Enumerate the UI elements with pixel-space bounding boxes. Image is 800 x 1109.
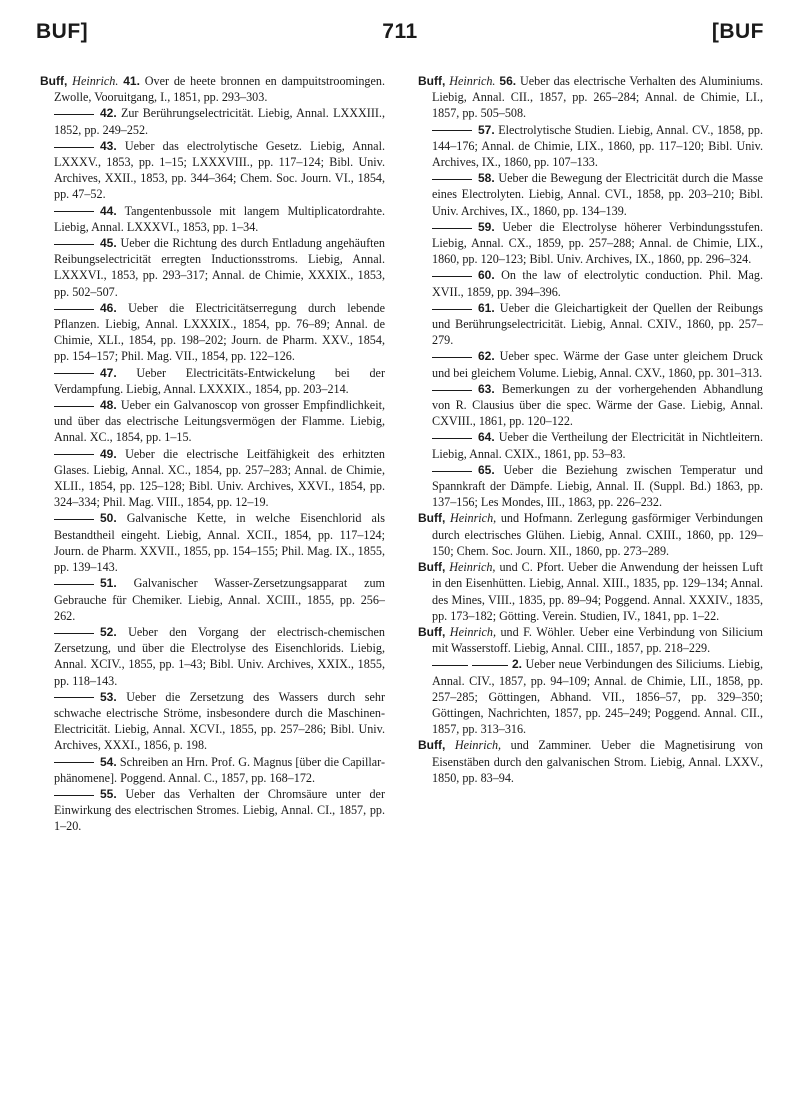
entry-number: 51. — [100, 576, 117, 591]
bibliography-entry — [40, 510, 385, 575]
entry-number: 49. — [100, 446, 117, 461]
entry-number: 46. — [100, 300, 117, 315]
entry-author-surname: Buff, — [418, 74, 446, 88]
bibliography-entry — [418, 267, 763, 299]
entry-author-surname: Buff, — [418, 624, 446, 639]
entry-text: On the law of electrolytic conduction. Phil. Mag. XVII., 1859, pp. 394–396. — [432, 268, 763, 299]
entry-number: 59. — [478, 219, 495, 234]
bibliography-entry — [418, 624, 763, 656]
entry-number: 41. — [123, 74, 140, 88]
bibliography-entry — [418, 170, 763, 219]
ditto-rule — [432, 228, 472, 229]
entry-text: Over de heete bronnen en dampuitstroomingen. Zwolle, Vooruitgang, I., 1851, pp. 293–303. — [54, 74, 386, 105]
entry-text: Schreiben an Hrn. Prof. G. Magnus [über die Capillar-phänomene]. Poggend. Annal. C., 1857, pp. 168–172. — [54, 754, 385, 785]
ditto-rule — [432, 357, 472, 358]
entry-text: Galvanischer Wasser-Zersetzungsapparat zum Gebrauche für Chemiker. Liebig, Annal. XCIII., 1855, pp. 256–262. — [54, 576, 385, 623]
entry-text: Ueber das electrische Verhalten des Aluminiums. Liebig, Annal. CII., 1857, pp. 265–284; Annal. de Chimie, LI., 1857, pp. 505–508. — [432, 74, 763, 121]
entry-number: 57. — [478, 122, 495, 137]
entry-text: und Hofmann. Zerlegung gasförmiger Verbindungen durch electrisches Glühen. Liebig, Annal. CXIII., 1860, pp. 129–150; Chem. Soc. Journ. XII., 1860, pp. 273–289. — [432, 511, 763, 558]
bibliography-entry — [40, 365, 385, 397]
bibliography-entry — [40, 300, 385, 365]
entry-text: Ueber den Vorgang der electrisch-chemischen Zersetzung, und über die Electrolyse des Eisenchlorids. Liebig, Annal. XCIV., 1855, pp. 1–43; Bibl. Univ. Archives, XXIX., 1855, pp. 118–143. — [54, 624, 385, 688]
bibliography-entry — [418, 219, 763, 268]
header-left: BUF] — [36, 20, 89, 43]
entry-author-surname: Buff, — [418, 560, 446, 575]
bibliography-entry — [418, 300, 763, 349]
ditto-rule — [54, 519, 94, 520]
ditto-rule — [432, 471, 472, 472]
entry-text: und F. Wöhler. Ueber eine Verbindung von Silicium mit Wasserstoff. Liebig, Annal. CIII., 1857, pp. 218–229. — [432, 624, 763, 656]
entry-number: 48. — [100, 398, 117, 413]
bibliography-entry — [418, 429, 763, 461]
bibliography-entry — [418, 122, 763, 171]
bibliography-entry — [40, 754, 385, 786]
bibliography-entry — [40, 73, 385, 105]
ditto-rule — [54, 762, 94, 763]
right-column — [418, 73, 763, 786]
entry-text: und Zamminer. Ueber die Magnetisirung von Eisenstäben durch den galvanischen Strom. Liebig, Annal. LXXV., 1850, pp. 83–94. — [432, 738, 763, 785]
entry-text: Galvanische Kette, in welche Eisenchlorid als Bestandtheil eingeht. Liebig, Annal. XCII., 1854, pp. 117–124; Journ. de Pharm. XXVII., 1855, pp. 154–155; Phil. Mag. IX., 1855, pp. 139–143. — [54, 511, 385, 575]
entry-text: Bemerkungen zu der vorhergehenden Abhandlung von R. Clausius über die spec. Wärme der Gase. Liebig, Annal. CXVIII., 1861, pp. 120–122. — [432, 381, 763, 429]
entry-number: 58. — [478, 171, 495, 186]
entry-number: 45. — [100, 236, 117, 251]
ditto-rule — [54, 373, 94, 374]
entry-number: 47. — [100, 365, 117, 380]
ditto-rule — [54, 454, 94, 455]
ditto-rule — [432, 438, 472, 439]
entry-number: 63. — [478, 381, 495, 396]
bibliography-entry — [40, 397, 385, 446]
entry-number: 61. — [478, 300, 495, 315]
entry-text: Tangentenbussole mit langem Multiplicatordrahte. Liebig, Annal. LXXXVI., 1853, pp. 1–34. — [54, 203, 385, 234]
entry-author-forename: Heinrich, — [449, 560, 496, 575]
bibliography-entry — [418, 462, 763, 511]
entry-author-forename: Heinrich, — [449, 624, 496, 639]
running-header — [36, 20, 764, 60]
entry-number: 56. — [499, 74, 517, 88]
entry-text: Ueber neue Verbindungen des Siliciums. Liebig, Annal. CIV., 1857, pp. 94–109; Annal. de Chimie, LII., 1858, pp. 257–285; Göttingen, Abhand. VII., 1856–57, pp. 329–350; Göttingen, Nachrichten, 1857, pp. 245–249; Poggend. Annal. CII., 1857, pp. 313–316. — [432, 657, 763, 737]
entry-text: Ueber die Beziehung zwischen Temperatur und Spannkraft der Dämpfe. Liebig, Annal. II. (Suppl. Bd.) 1863, pp. 137–156; Les Mondes, III., 1863, pp. 226–232. — [432, 462, 763, 510]
ditto-rule — [54, 147, 94, 148]
entry-text: und C. Pfort. Ueber die Anwendung der heissen Luft in den Eisenhütten. Liebig, Annal. XIII., 1835, pp. 129–134; Annal. des Mines, VIII., 1835, pp. 89–94; Poggend. Annal. XXXIV., 1835, pp. 173–182; Götting. Verein. Studien, IV., 1841, pp. 1–22. — [432, 560, 763, 623]
ditto-rule — [432, 665, 468, 666]
entry-number: 50. — [100, 511, 117, 526]
entry-number: 52. — [100, 624, 117, 639]
bibliography-entry — [40, 624, 385, 689]
entry-author-forename: Heinrich, — [454, 738, 502, 753]
bibliography-entry — [40, 235, 385, 300]
entry-author-forename: Heinrich. — [72, 74, 119, 88]
entry-text: Zur Berührungselectricität. Liebig, Annal. LXXXIII., 1852, pp. 249–252. — [54, 106, 385, 137]
entry-text: Ueber das Verhalten der Chromsäure unter der Einwirkung des electrischen Stromes. Liebig, Annal. CI., 1857, pp. 1–20. — [54, 786, 385, 834]
ditto-rule — [54, 406, 94, 407]
bibliography-entry — [418, 381, 763, 430]
entry-text: Ueber die Electricitätserregung durch lebende Pflanzen. Liebig, Annal. LXXXIX., 1854, pp. 76–89; Annal. de Chimie, XLI., 1854, pp. 198–202; Journ. de Pharm. XXV., 1854, pp. 154–157; Phil. Mag. VII., 1854, pp. 122–126. — [54, 300, 385, 364]
entry-author-surname: Buff, — [418, 738, 446, 753]
entry-number: 43. — [100, 138, 117, 153]
entry-author-surname: Buff, — [40, 74, 68, 88]
ditto-rule — [54, 309, 94, 310]
entry-number: 62. — [478, 349, 495, 364]
ditto-rule — [472, 665, 508, 666]
entry-author-forename: Heinrich, — [449, 511, 497, 526]
entry-number: 60. — [478, 268, 495, 283]
bibliography-entry — [418, 737, 763, 786]
entry-number: 65. — [478, 462, 495, 477]
ditto-rule — [54, 211, 94, 212]
bibliography-entry — [418, 656, 763, 737]
entry-author-forename: Heinrich. — [449, 74, 496, 88]
entry-text: Ueber die Vertheilung der Electricität in Nichtleitern. Liebig, Annal. CXIX., 1861, pp. 53–83. — [432, 430, 763, 461]
ditto-rule — [54, 633, 94, 634]
ditto-rule — [54, 244, 94, 245]
entry-text: Ueber die Electrolyse höherer Verbindungsstufen. Liebig, Annal. CX., 1859, pp. 257–288; Annal. de Chimie, LIX., 1860, pp. 120–123; Bibl. Univ. Archives, IX., 1860, pp. 296–324. — [432, 219, 763, 267]
ditto-rule — [54, 697, 94, 698]
ditto-rule — [54, 114, 94, 115]
entry-text: Ueber die Richtung des durch Entladung angehäuften Reibungselectricität erregten Inductionsstroms. Liebig, Annal. LXXXVI., 1853, pp. 293–317; Annal. de Chimie, XXXIX., 1853, pp. 502–507. — [54, 236, 385, 299]
ditto-rule — [432, 390, 472, 391]
entry-text: Ueber die Bewegung der Electricität durch die Masse eines Electrolyten. Liebig, Annal. CVI., 1858, pp. 203–210; Bibl. Univ. Archives, IX., 1860, pp. 134–139. — [432, 171, 763, 218]
bibliography-entry — [418, 73, 763, 122]
entry-number: 54. — [100, 754, 117, 769]
entry-text: Ueber die Zersetzung des Wassers durch sehr schwache electrische Ströme, insbesondere durch die Maschinen-Electricität. Liebig, Annal. XCVI., 1855, pp. 257–286; Bibl. Univ. Archives, XXXI., 1856, p. 198. — [54, 689, 385, 753]
entry-text: Electrolytische Studien. Liebig, Annal. CV., 1858, pp. 144–176; Annal. de Chimie, LIX., 1860, pp. 117–120; Bibl. Univ. Archives, IX., 1860, pp. 107–133. — [432, 122, 764, 170]
ditto-rule — [432, 179, 472, 180]
entry-number: 44. — [100, 203, 117, 218]
entry-number: 2. — [512, 657, 523, 672]
ditto-rule — [54, 584, 94, 585]
bibliography-entry — [418, 348, 763, 380]
bibliography-entry — [40, 138, 385, 203]
ditto-rule — [432, 276, 472, 277]
ditto-rule — [432, 309, 472, 310]
entry-text: Ueber ein Galvanoscop von grosser Empfindlichkeit, und über das electrische Leitungsvermögen der Flamme. Liebig, Annal. XC., 1854, pp. 1–15. — [54, 398, 385, 445]
entry-text: Ueber das electrolytische Gesetz. Liebig, Annal. LXXXV., 1853, pp. 1–15; LXXXVIII., pp. 117–124; Bibl. Univ. Archives, XXII., 1853, pp. 344–364; Chem. Soc. Journ. VI., 1854, pp. 47–52. — [54, 138, 385, 202]
entry-text: Ueber die electrische Leitfähigkeit des erhitzten Glases. Liebig, Annal. XC., 1854, pp. 257–283; Annal. de Chimie, XLII., 1854, pp. 125–128; Bibl. Univ. Archives, XXVI., 1854, pp. 324–334; Phil. Mag. VIII., 1854, pp. 12–19. — [54, 446, 385, 510]
entry-text: Ueber Electricitäts-Entwickelung bei der Verdampfung. Liebig, Annal. LXXXIX., 1854, pp. 203–214. — [54, 365, 385, 396]
left-column — [40, 73, 385, 835]
bibliography-entry — [40, 203, 385, 235]
entry-text: Ueber spec. Wärme der Gase unter gleichem Druck und bei gleichem Volume. Liebig, Annal. CXV., 1860, pp. 301–313. — [432, 349, 763, 380]
bibliography-entry — [40, 105, 385, 137]
entry-number: 55. — [100, 786, 117, 801]
bibliography-entry — [40, 575, 385, 624]
bibliography-entry — [40, 786, 385, 835]
entry-number: 64. — [478, 430, 495, 445]
bibliography-entry — [418, 559, 763, 624]
bibliography-entry — [418, 510, 763, 559]
bibliography-entry — [40, 446, 385, 511]
ditto-rule — [432, 130, 472, 131]
ditto-rule — [54, 795, 94, 796]
entry-number: 42. — [100, 106, 117, 121]
entry-text: Ueber die Gleichartigkeit der Quellen der Reibungs und Berührungselectricität. Liebig, Annal. CXIV., 1860, pp. 257–279. — [432, 300, 763, 348]
header-right: [BUF — [711, 20, 764, 43]
page-number: 711 — [382, 20, 418, 43]
entry-author-surname: Buff, — [418, 511, 446, 526]
bibliography-entry — [40, 689, 385, 754]
entry-number: 53. — [100, 689, 117, 704]
